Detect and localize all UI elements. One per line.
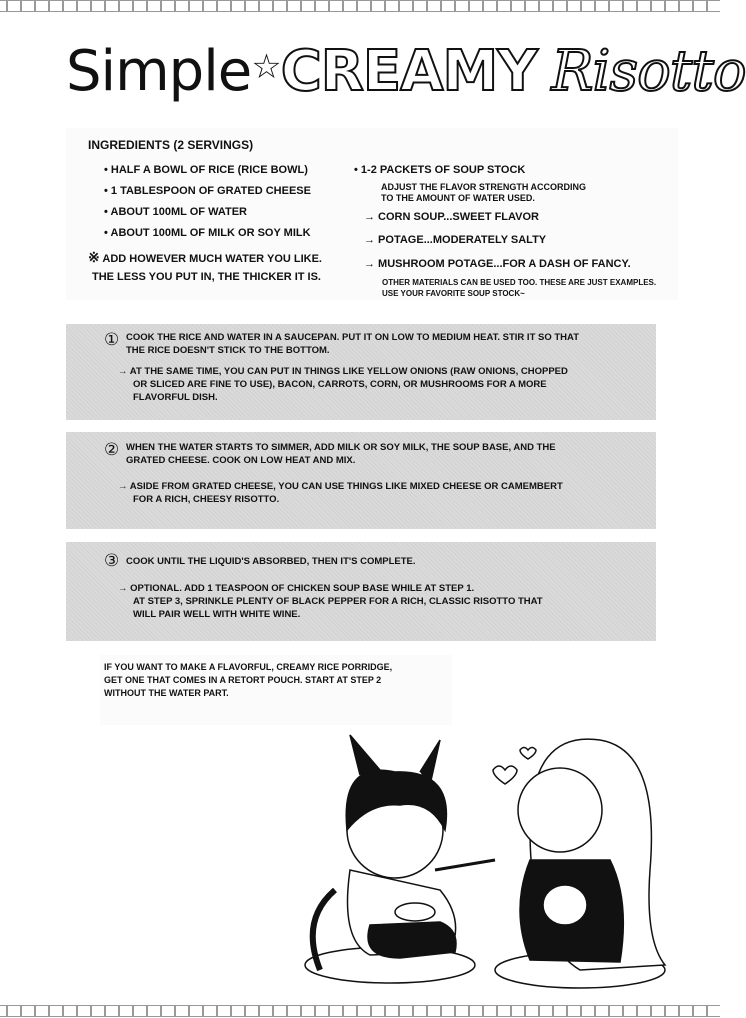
step-2 [66,432,656,529]
step-number: ① [104,330,120,350]
title-simple: Simple [66,39,252,104]
stock-option: → MUSHROOM POTAGE...FOR A DASH OF FANCY. [364,258,631,270]
water-note-2: THE LESS YOU PUT IN, THE THICKER IT IS. [92,271,321,283]
title-creamy: CREAMY [280,39,537,104]
small-cat [543,885,587,925]
ingredients-panel [66,128,678,300]
ingredients-heading: INGREDIENTS (2 SERVINGS) [88,138,254,152]
step-3 [66,542,656,641]
ingredient-item: • HALF A BOWL OF RICE (RICE BOWL) [104,164,308,176]
bowl [395,903,435,921]
ingredient-item: • 1 TABLESPOON OF GRATED CHEESE [104,185,311,197]
step-tip: → OPTIONAL. ADD 1 TEASPOON OF CHICKEN SOUP BASE WHILE AT STEP 1. AT STEP 3, SPRINKLE PLENTY OF BLACK PEPPER FOR A RICH, CLASSIC RISOTTO THAT WILL PAIR WELL WITH WHITE WINE. [118,583,543,620]
step-number: ③ [104,551,120,571]
top-border [0,0,720,12]
ingredient-item: • ABOUT 100ML OF WATER [104,206,247,218]
ingredient-item: • ABOUT 100ML OF MILK OR SOY MILK [104,227,311,239]
step-tip: → AT THE SAME TIME, YOU CAN PUT IN THINGS LIKE YELLOW ONIONS (RAW ONIONS, CHOPPED OR SLICED ARE FINE TO USE), BACON, CARROTS, CORN, OR MUSHROOMS FOR A MORE FLAVORFUL DISH. [118,366,568,403]
step-1 [66,324,656,420]
star-icon: ☆ [251,48,281,86]
step-text: COOK THE RICE AND WATER IN A SAUCEPAN. PUT IT ON LOW TO MEDIUM HEAT. STIR IT SO THAT THE RICE DOESN'T STICK TO THE BOTTOM. [126,332,580,356]
heart-icon [520,748,536,760]
step-text: WHEN THE WATER STARTS TO SIMMER, ADD MILK OR SOY MILK, THE SOUP BASE, AND THE GRATED CHEESE. COOK ON LOW HEAT AND MIX. [126,442,556,466]
step-tip: → ASIDE FROM GRATED CHEESE, YOU CAN USE THINGS LIKE MIXED CHEESE OR CAMEMBERT FOR A RICH, CHEESY RISOTTO. [118,481,563,505]
stock-footer-2: USE YOUR FAVORITE SOUP STOCK~ [382,289,525,298]
title-risotto: Risotto [551,39,746,104]
stock-note-2: TO THE AMOUNT OF WATER USED. [381,193,535,203]
note-mark-icon: ※ [88,249,100,265]
step-number: ② [104,440,120,460]
cat-tail [313,890,335,970]
bottom-border [0,1005,720,1017]
stock-footer: OTHER MATERIALS CAN BE USED TOO. THESE ARE JUST EXAMPLES. [382,278,657,287]
soup-stock-item: • 1-2 PACKETS OF SOUP STOCK [354,164,526,176]
heart-icon [493,766,517,784]
stock-note: ADJUST THE FLAVOR STRENGTH ACCORDING [381,182,587,192]
step-text: COOK UNTIL THE LIQUID'S ABSORBED, THEN IT'S COMPLETE. [126,556,416,567]
chibi-illustration [280,690,710,1000]
boy-pants [368,922,456,958]
girl-head [518,768,602,852]
retort-pouch-note: IF YOU WANT TO MAKE A FLAVORFUL, CREAMY RICE PORRIDGE, GET ONE THAT COMES IN A RETORT POUCH. START AT STEP 2 WITHOUT THE WATER PART. [100,655,452,725]
stock-option: → POTAGE...MODERATELY SALTY [364,234,547,246]
stock-option: → CORN SOUP...SWEET FLAVOR [364,211,539,223]
spoon-arm [435,860,495,870]
page-title [66,38,746,104]
water-note: ADD HOWEVER MUCH WATER YOU LIKE. [102,253,322,265]
